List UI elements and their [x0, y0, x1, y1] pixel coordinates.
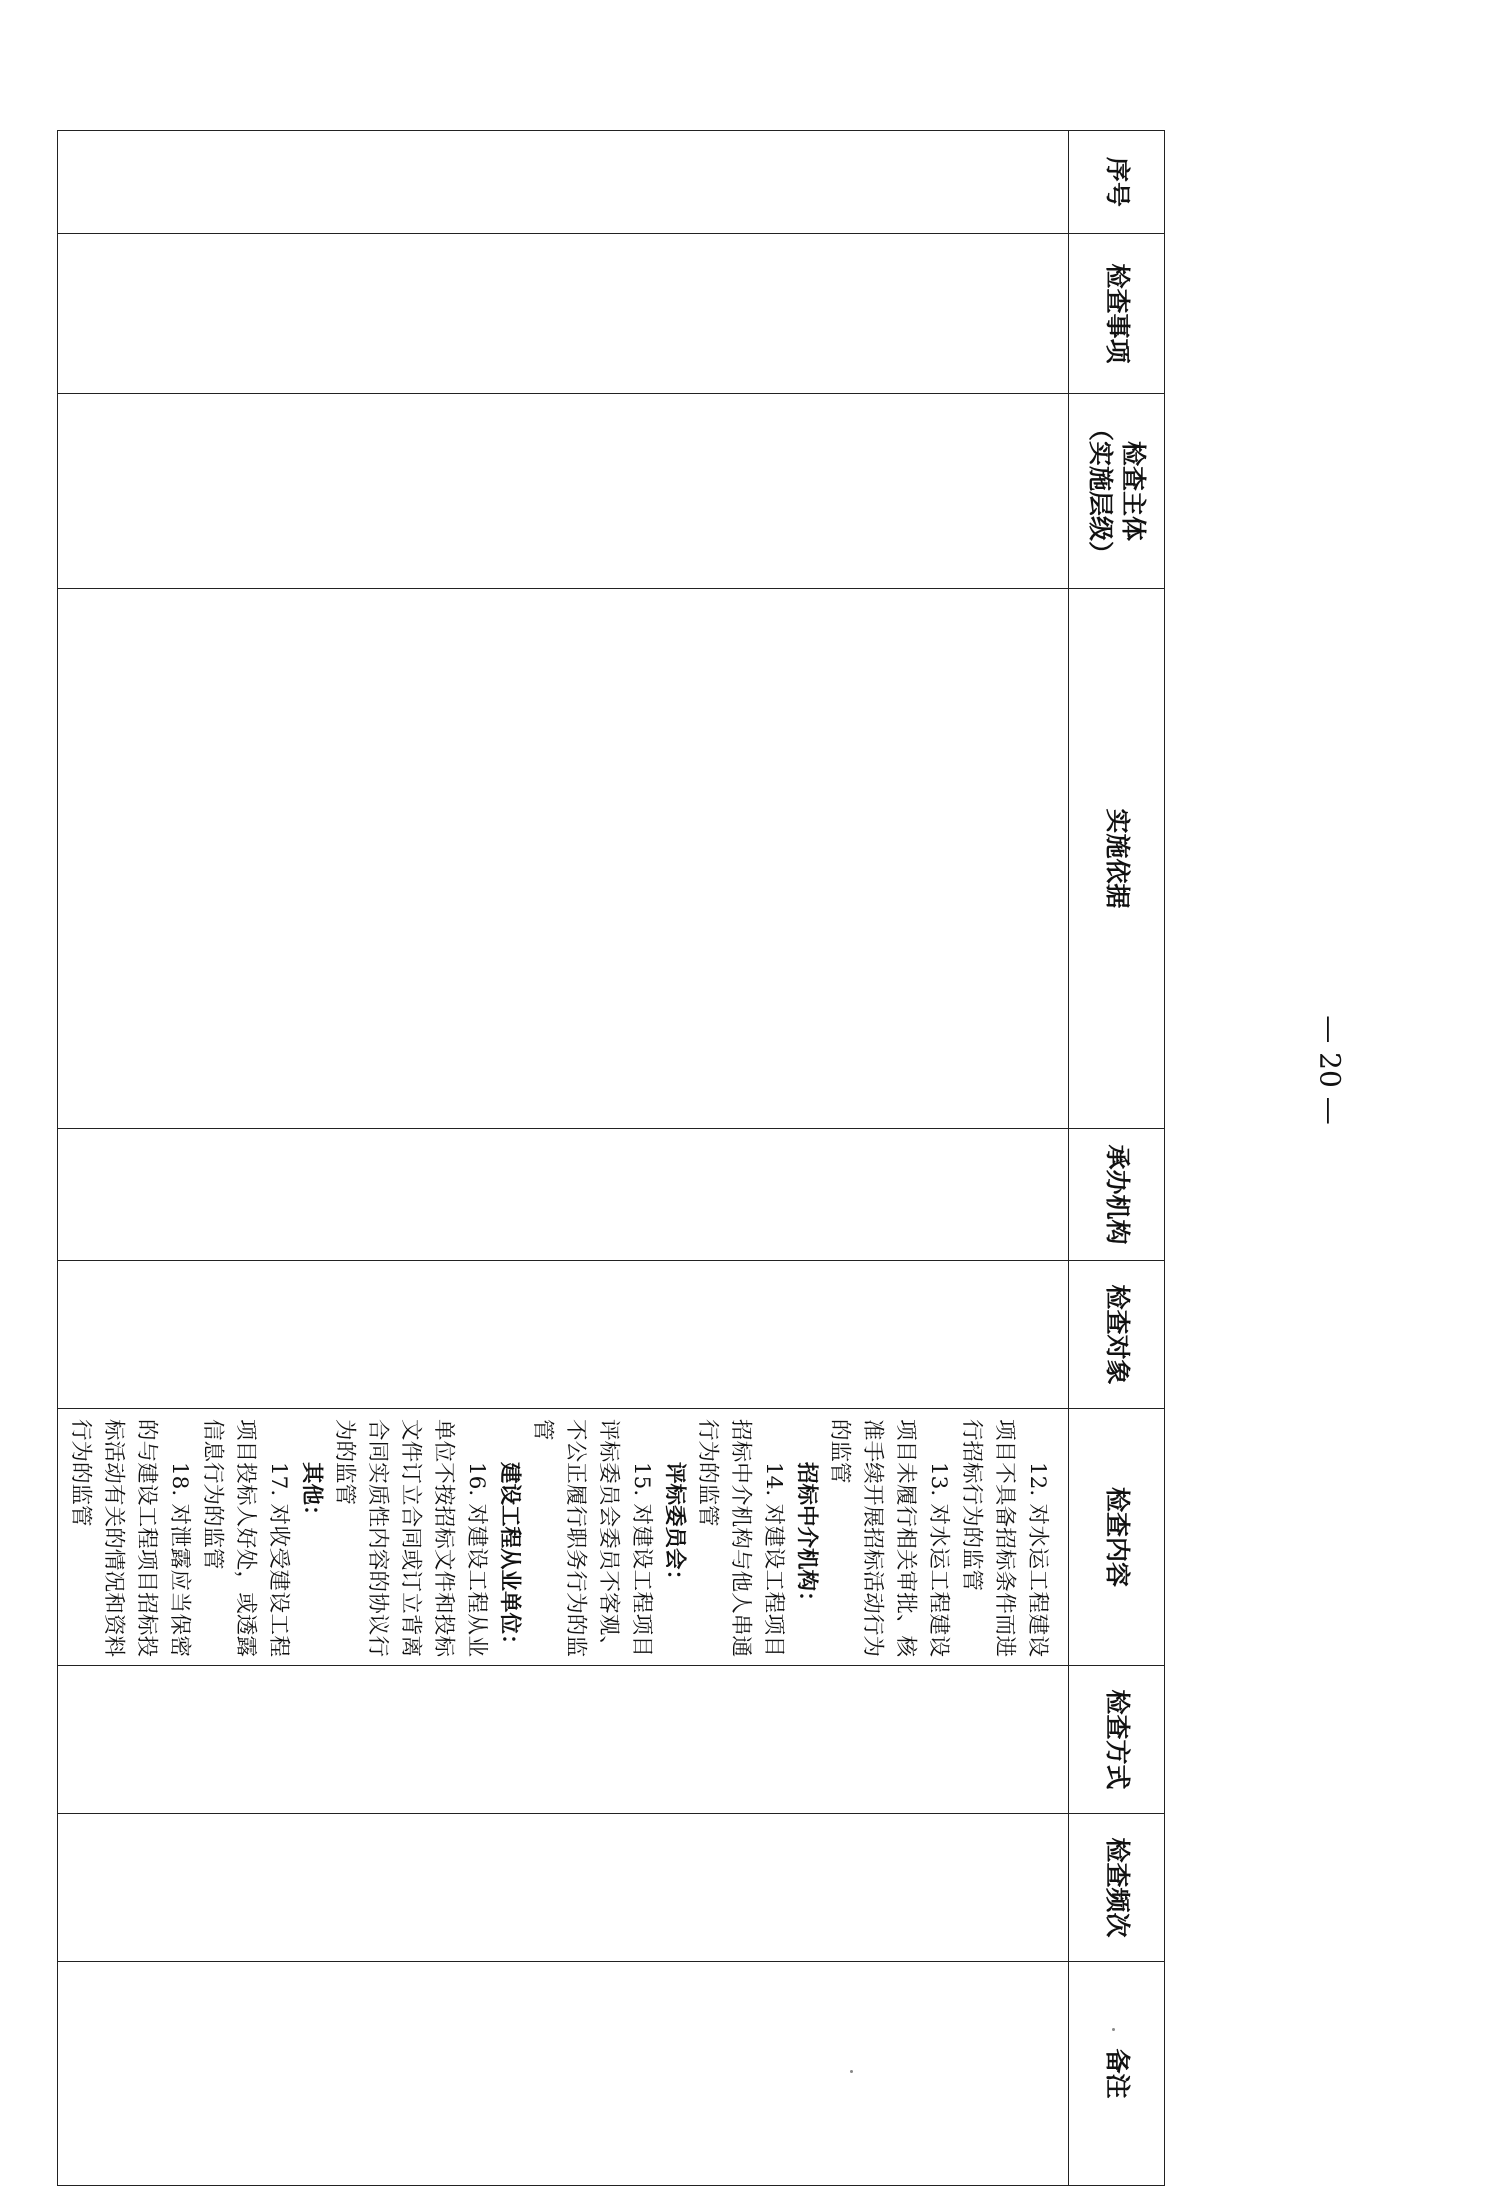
scan-speck — [850, 2070, 853, 2073]
scan-speck — [1112, 2028, 1115, 2031]
content-heading-other: 其他： — [299, 1462, 324, 1527]
header-subject-line1: 检查主体 — [1119, 440, 1148, 541]
header-remarks: 备注 — [1069, 1962, 1165, 2186]
header-method: 检查方式 — [1069, 1666, 1165, 1814]
header-content: 检查内容 — [1069, 1409, 1165, 1666]
page-number: — 20 — — [1313, 1015, 1347, 1125]
header-item: 检查事项 — [1069, 234, 1165, 394]
content-item-15: 15. 对建设工程项目评标委员会委员不客观、不公正履行职务行为的监管 — [530, 1419, 654, 1657]
cell-agency — [58, 1129, 1069, 1261]
content-heading-practitioner: 建设工程从业单位： — [497, 1462, 522, 1656]
content-item-17: 17. 对收受建设工程项目投标人好处，或透露信息行为的监管 — [200, 1419, 291, 1657]
content-item-12: 12. 对水运工程建设项目不具备招标条件而进行招标行为的监管 — [959, 1419, 1050, 1657]
cell-frequency — [58, 1814, 1069, 1962]
cell-basis — [58, 589, 1069, 1129]
header-serial: 序号 — [1069, 131, 1165, 234]
cell-remarks — [58, 1962, 1069, 2186]
cell-object — [58, 1261, 1069, 1409]
content-item-13: 13. 对水运工程建设项目未履行相关审批、核准手续开展招标活动行为的监管 — [827, 1419, 951, 1657]
header-subject-line2: （实施层级） — [1086, 415, 1116, 566]
inspection-table — [57, 130, 1165, 2186]
cell-content — [58, 1409, 1069, 1666]
header-subject — [1069, 394, 1165, 589]
inspection-table-rotated — [68, 130, 1165, 2099]
cell-subject — [58, 394, 1069, 589]
content-text — [58, 1409, 1068, 1665]
content-item-16: 16. 对建设工程从业单位不按招标文件和投标文件订立合同或订立背离合同实质性内容的协议行为的监管 — [332, 1419, 489, 1657]
header-agency: 承办机构 — [1069, 1129, 1165, 1261]
table-row — [58, 131, 1069, 2186]
cell-serial — [58, 131, 1069, 234]
header-basis: 实施依据 — [1069, 589, 1165, 1129]
content-heading-committee: 评标委员会： — [662, 1462, 687, 1592]
header-object: 检查对象 — [1069, 1261, 1165, 1409]
header-frequency: 检查频次 — [1069, 1814, 1165, 1962]
content-heading-agency: 招标中介机构： — [794, 1462, 819, 1613]
content-item-14: 14. 对建设工程项目招标中介机构与他人串通行为的监管 — [695, 1419, 786, 1657]
content-item-18: 18. 对泄露应当保密的与建设工程项目招标投标活动有关的情况和资料行为的监管 — [68, 1419, 192, 1657]
cell-item — [58, 234, 1069, 394]
cell-method — [58, 1666, 1069, 1814]
